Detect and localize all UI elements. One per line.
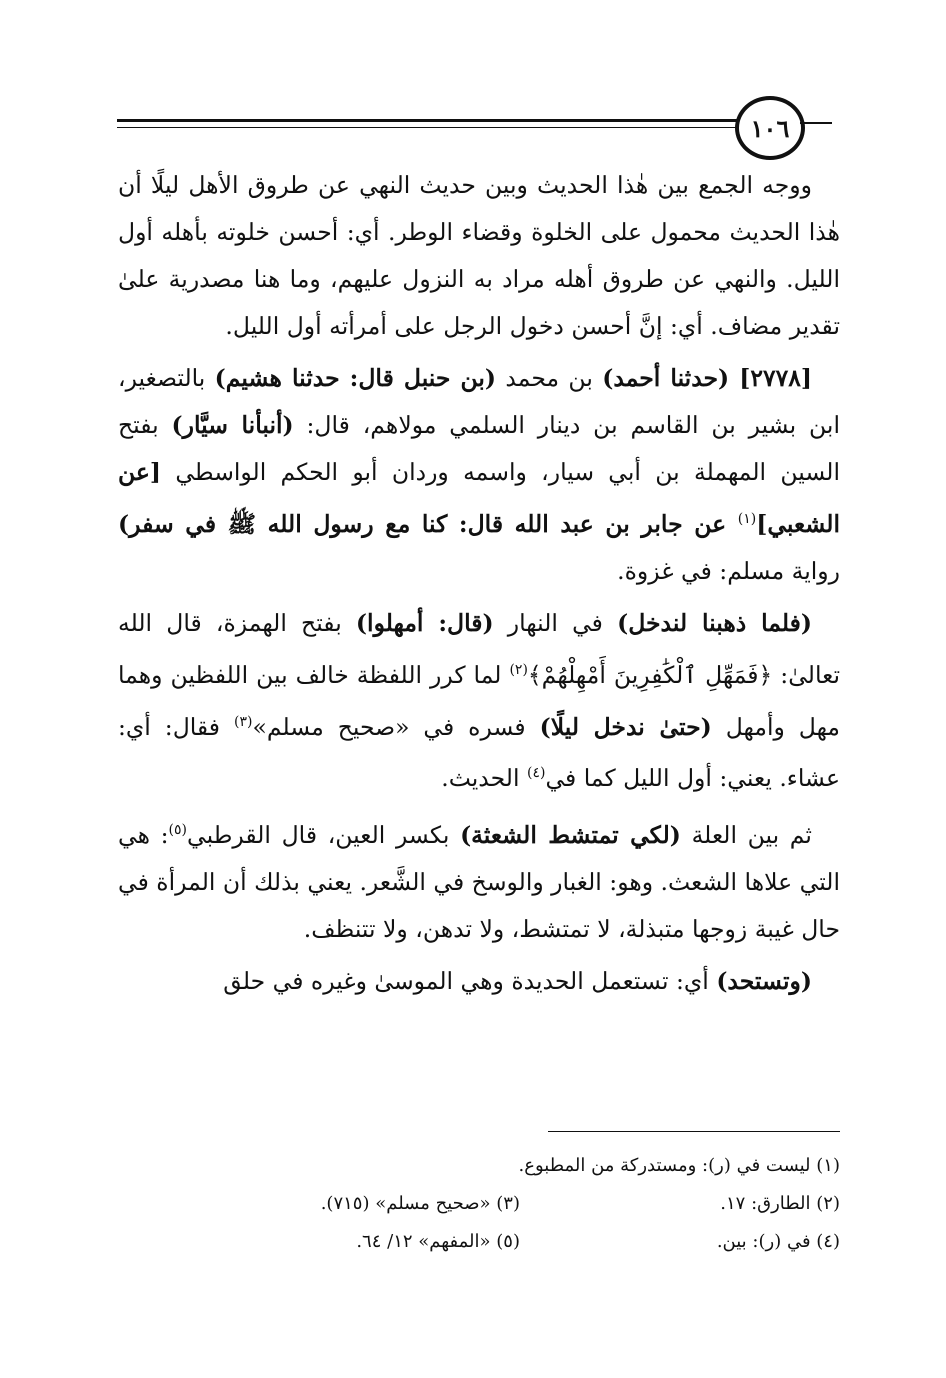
text-run: ثم بين العلة	[680, 821, 812, 850]
header-rule	[117, 119, 737, 122]
footnotes	[118, 1146, 840, 1260]
footnote-separator	[548, 1131, 840, 1132]
footnote-ref: (٢)	[509, 661, 528, 678]
paragraph	[118, 958, 840, 1005]
text-run: فقال: أي: عشاء. يعني: أول الليل كما في	[118, 712, 840, 793]
text-run: بالتصغير، ابن بشير بن القاسم بن دينار السلمي مولاهم، قال:	[118, 364, 840, 439]
header-rule-thin	[117, 127, 737, 128]
text-run: (لكي تمتشط الشعثة)	[460, 821, 681, 850]
text-run: (حتىٰ ندخل ليلًا)	[539, 712, 712, 741]
text-run: (بن حنبل قال: حدثنا هشيم)	[214, 364, 497, 392]
text-run: بن محمد	[496, 364, 603, 392]
text-run: بفتح الهمزة، قال الله تعالىٰ: ﴿فَمَهِّلِ ٱلْكَٰفِرِينَ أَمْهِلْهُمْ﴾	[118, 608, 840, 689]
footnote-row	[118, 1184, 840, 1222]
footnote-ref: (١)	[737, 511, 757, 527]
footnote-2: (٢) الطارق: ١٧.	[720, 1192, 840, 1214]
text-run: (وتستحد)	[716, 967, 812, 996]
footnote-ref: (٥)	[168, 822, 188, 839]
text-run: [عن الشعبي]	[118, 458, 840, 538]
paragraph	[118, 355, 840, 595]
text-run: بفتح السين المهملة بن أبي سيار، واسمه وردان أبو الحكم الواسطي	[118, 411, 840, 486]
text-run: ووجه الجمع بين هٰذا الحديث وبين حديث النهي عن طروق الأهل ليلًا أن هٰذا الحديث محمول على الخلوة وقضاء الوطر. أي: أحسن خلوته بأهله أول الليل. والنهي عن طروق أهله مراد به النزول عليهم، وما هنا مصدرية علىٰ تقدير مضاف. أي: إنَّ أحسن دخول الرجل على أمرأته أول الليل.	[118, 171, 840, 340]
text-run: الحديث.	[441, 764, 527, 793]
text-run: في النهار	[493, 608, 618, 637]
footnote-row	[118, 1222, 840, 1260]
text-run: بكسر العين، قال القرطبي	[187, 821, 461, 850]
text-run: (قال: أمهلوا)	[355, 608, 494, 637]
text-run: (فلما ذهبنا لندخل)	[617, 608, 812, 637]
text-run: فسره في «صحيح مسلم»	[252, 712, 540, 741]
paragraph	[118, 807, 840, 953]
text-run: (أنبأنا سيَّار)	[171, 411, 294, 439]
footnote-row	[118, 1146, 840, 1184]
footnote-ref: (٤)	[526, 765, 546, 782]
paragraph	[118, 600, 840, 802]
text-run: [٢٧٧٨] (حدثنا أحمد)	[602, 364, 812, 392]
footnote-5: (٥) «المفهم» ١٢/ ٦٤.	[356, 1230, 520, 1252]
page-number: ١٠٦	[735, 96, 805, 160]
text-run: لما كرر اللفظة خالف بين اللفظين وهما مهل وأمهل	[118, 660, 840, 741]
text-run: أي: تستعمل الحديدة وهي الموسىٰ وغيره في حلق	[223, 967, 717, 996]
footnote-4: (٤) في (ر): بين.	[716, 1230, 840, 1252]
text-run: : هي التي علاها الشعث. وهو: الغبار والوسخ في الشَّعر. يعني بذلك أن المرأة في حال غيبة زوجها متبذلة، لا تمتشط، ولا تدهن، ولا تتنظف.	[118, 821, 840, 944]
footnote-ref: (٣)	[233, 713, 253, 730]
footnote-3: (٣) «صحيح مسلم» (٧١٥).	[320, 1192, 520, 1214]
paragraph	[118, 162, 840, 350]
main-text	[118, 162, 840, 1010]
text-run: عن جابر بن عبد الله قال: كنا مع رسول الله ﷺ في سفر)	[118, 509, 738, 538]
footnote-1: (١) ليست في (ر): ومستدركة من المطبوع.	[518, 1154, 840, 1176]
text-run: رواية مسلم: في غزوة.	[617, 556, 840, 585]
